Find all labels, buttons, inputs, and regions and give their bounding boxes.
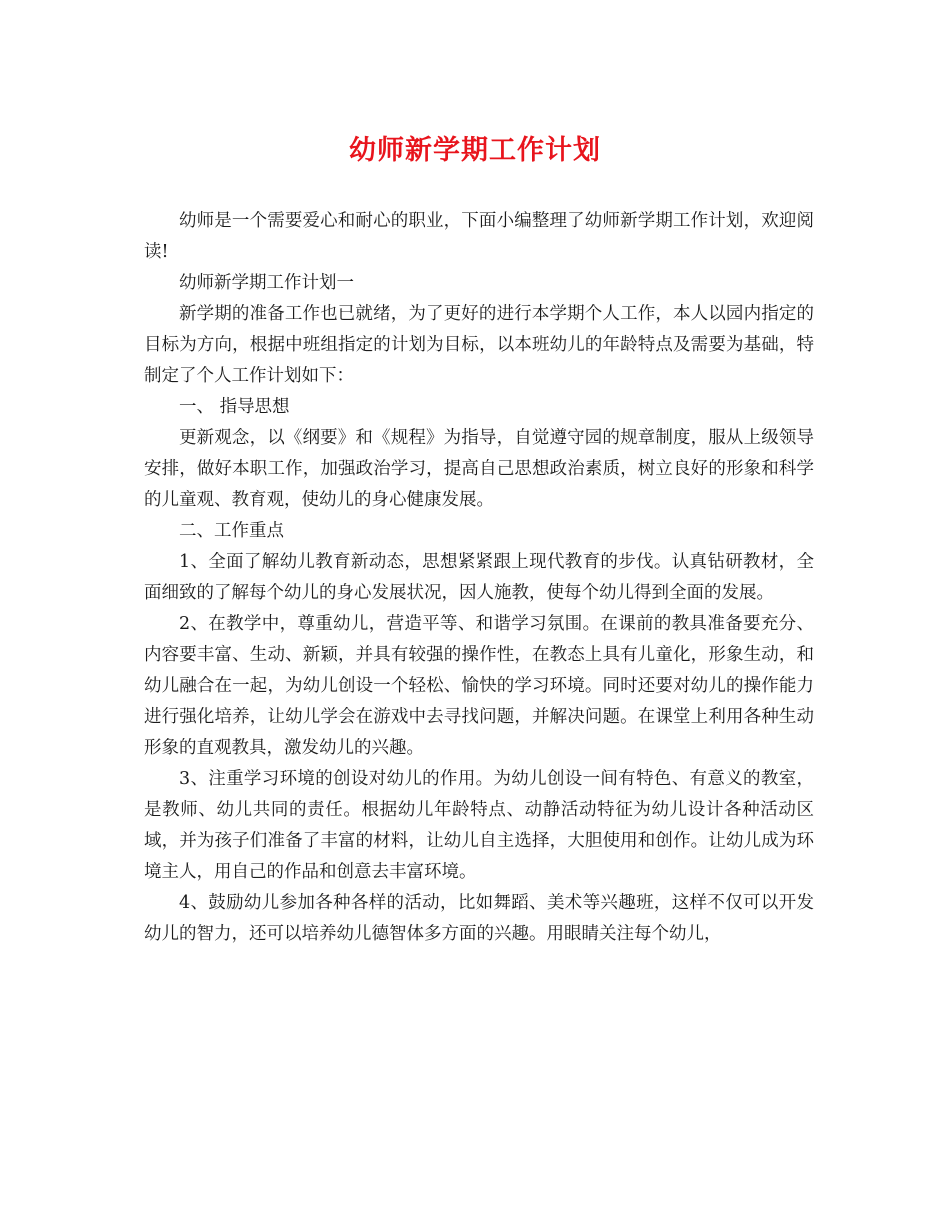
list-item-paragraph: 4、鼓励幼儿参加各种各样的活动，比如舞蹈、美术等兴趣班，这样不仅可以开发幼儿的智力，还可以培养幼儿德智体多方面的兴趣。用眼睛关注每个幼儿， [144, 893, 814, 944]
body-paragraph: 新学期的准备工作也已就绪，为了更好的进行本学期个人工作，本人以园内指定的目标为方向，根据中班组指定的计划为目标，以本班幼儿的年龄特点及需要为基础，特制定了个人工作计划如下： [144, 304, 814, 386]
list-item-paragraph: 3、注重学习环境的创设对幼儿的作用。为幼儿创设一间有特色、有意义的教室，是教师、幼儿共同的责任。根据幼儿年龄特点、动静活动特征为幼儿设计各种活动区域，并为孩子们准备了丰富的材料，让幼儿自主选择，大胆使用和创作。让幼儿成为环境主人，用自己的作品和创意去丰富环境。 [144, 769, 814, 882]
list-item-paragraph: 1、全面了解幼儿教育新动态，思想紧紧跟上现代教育的步伐。认真钻研教材，全面细致的了解每个幼儿的身心发展状况，因人施教，使每个幼儿得到全面的发展。 [144, 552, 814, 603]
intro-paragraph: 幼师是一个需要爱心和耐心的职业，下面小编整理了幼师新学期工作计划，欢迎阅读! [144, 211, 814, 262]
section-heading-guiding-ideology: 一、 指导思想 [179, 397, 290, 417]
document-body [144, 206, 814, 950]
document-title: 幼师新学期工作计划 [349, 135, 601, 166]
body-paragraph: 更新观念，以《纲要》和《规程》为指导，自觉遵守园的规章制度，服从上级领导安排，做好本职工作，加强政治学习，提高自己思想政治素质，树立良好的形象和科学的儿童观、教育观，使幼儿的身心健康发展。 [144, 428, 814, 510]
section-heading-work-focus: 二、工作重点 [179, 521, 284, 541]
list-item-paragraph: 2、在教学中，尊重幼儿，营造平等、和谐学习氛围。在课前的教具准备要充分、内容要丰富、生动、新颖，并具有较强的操作性，在教态上具有儿童化，形象生动，和幼儿融合在一起，为幼儿创设一个轻松、愉快的学习环境。同时还要对幼儿的操作能力进行强化培养，让幼儿学会在游戏中去寻找问题，并解决问题。在课堂上利用各种生动形象的直观教具，激发幼儿的兴趣。 [144, 614, 814, 758]
section-heading-plan-one: 幼师新学期工作计划一 [179, 273, 354, 293]
